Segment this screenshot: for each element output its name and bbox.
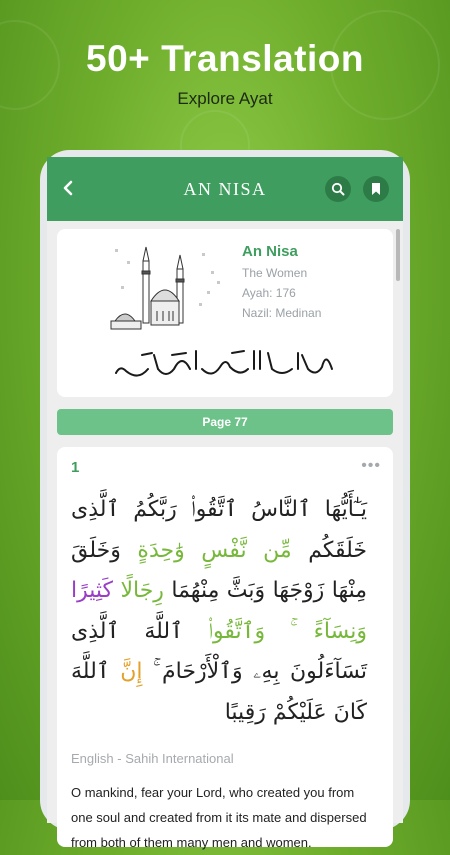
surah-name: An Nisa [242,243,298,260]
scrollbar[interactable] [396,229,400,281]
translation-label: English - Sahih International [71,751,234,766]
translation-text: O mankind, fear your Lord, who created you from one soul and created from it its mate and dispersed from both of them many men and women. [71,785,367,850]
arabic-highlight-purple: كَثِيرًا [71,578,114,603]
bookmark-icon [370,182,382,196]
content-area[interactable] [47,221,403,850]
ayah-arabic-text [71,490,379,733]
revelation-place: Nazil: Medinan [242,306,322,320]
page-title: AN NISA [183,178,267,199]
promo-subtitle: Explore Ayat [177,89,273,108]
arabic-segment: ٱللَّهَ ٱلَّذِى تَسَآءَلُونَ بِهِۦ وَٱلْأَرْحَامَ ۚ [71,618,367,684]
arabic-highlight-green: وَنِسَآءً ۚ وَٱتَّقُوا۟ [183,618,367,644]
arabic-segment: ٱللَّهَ كَانَ عَلَيْكُمْ رَقِيبًا [71,659,367,725]
surah-meaning: The Women [242,266,308,280]
surah-header-card [57,229,393,397]
more-dots-icon[interactable]: ••• [361,457,381,474]
appbar-actions [325,176,389,202]
arabic-segment: يَـٰٓأَيُّهَا ٱلنَّاسُ ٱتَّقُوا۟ رَبَّكُمُ ٱلَّذِى خَلَقَكُم [71,497,368,563]
arabic-segment: وَخَلَقَ مِنْهَا زَوْجَهَا وَبَثَّ مِنْهُمَا [71,537,368,603]
ayah-card[interactable] [57,447,393,850]
ayah-number: 1 [71,459,80,476]
search-icon [331,182,345,196]
mosque-illustration [107,241,227,341]
promo-title: 50+ Translation [86,38,364,79]
app-bar [47,157,403,221]
arabic-highlight-green: مِّن نَّفْسٍ وَٰحِدَةٍ [120,537,292,563]
bookmark-button[interactable] [363,176,389,202]
page-indicator: Page 77 [57,409,393,435]
bismillah-calligraphy [112,347,342,385]
search-button[interactable] [325,176,351,202]
phone-frame [40,150,410,850]
surah-info [242,243,321,320]
arabic-highlight-orange: إِنَّ [109,659,143,684]
ayah-count: Ayah: 176 [242,286,296,300]
arabic-highlight-green: رِجَالًا [113,578,164,603]
